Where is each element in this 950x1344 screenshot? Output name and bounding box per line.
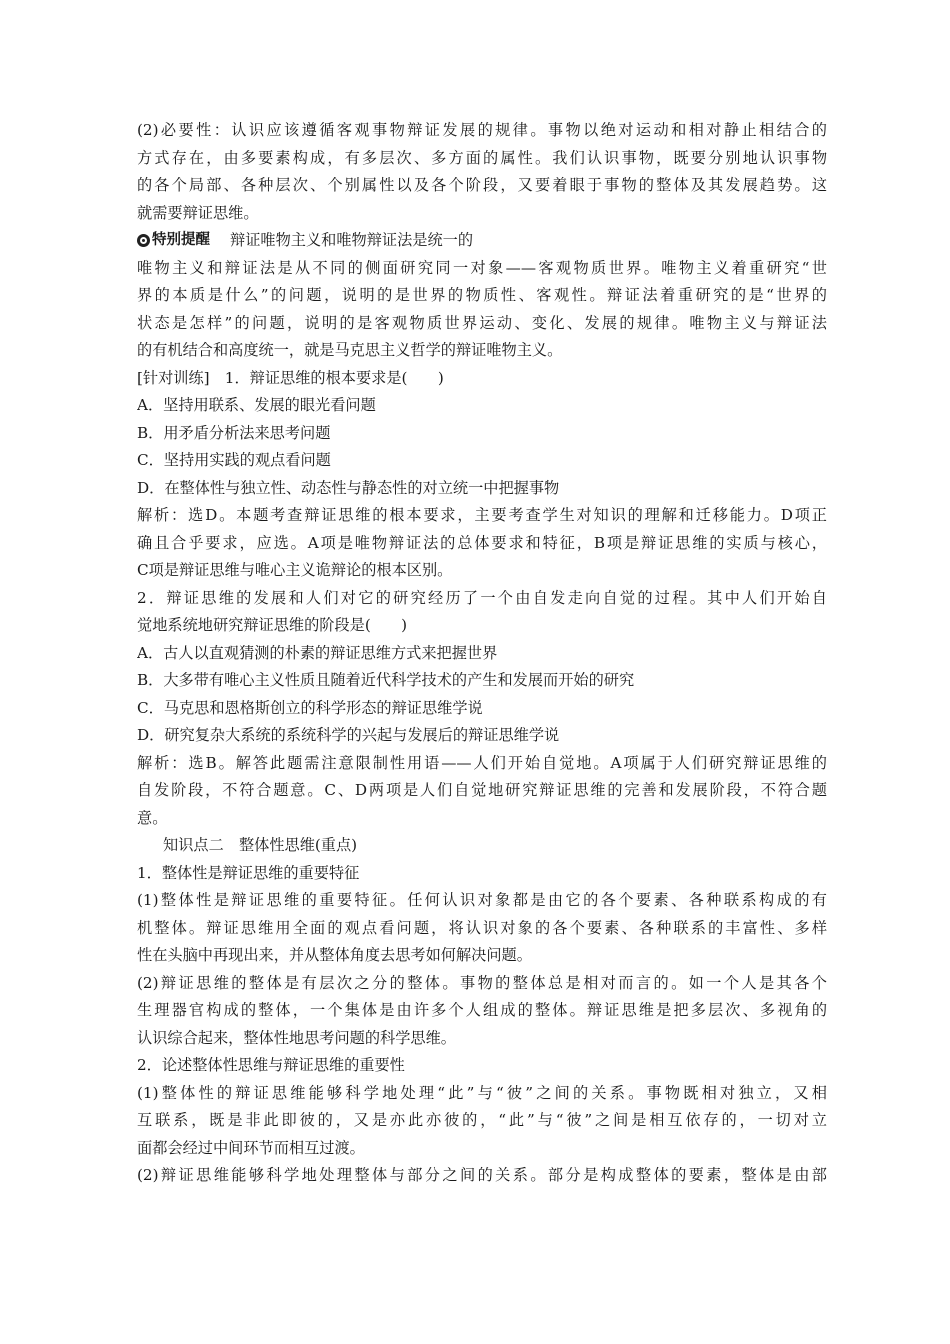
subheading: 2．论述整体性思维与辩证思维的重要性 [137, 1056, 405, 1074]
text-line: 唯物主义和辩证法是从不同的侧面研究同一对象——客观物质世界。唯物主义着重研究“世 [137, 258, 827, 277]
text-line: 状态是怎样”的问题，说明的是客观物质世界运动、变化、发展的规律。唯物主义与辩证法 [137, 313, 827, 332]
text-line: 方式存在，由多要素构成，有多层次、多方面的属性。我们认识事物，既要分别地认识事物 [137, 148, 827, 167]
question-stem: [针对训练] 1．辩证思维的根本要求是( ) [137, 368, 444, 387]
text-line: 界的本质是什么”的问题，说明的是世界的物质性、客观性。辩证法着重研究的是“世界的 [137, 286, 827, 304]
option-d: D．在整体性与独立性、动态性与静态性的对立统一中把握事物 [137, 478, 560, 497]
text-line: 认识综合起来，整体性地思考问题的科学思维。 [137, 1028, 456, 1047]
tip-header [137, 227, 827, 255]
text-line: 面都会经过中间环节而相互过渡。 [137, 1138, 365, 1157]
option-b: B．用矛盾分析法来思考问题 [137, 423, 331, 442]
text-line: (2)辩证思维能够科学地处理整体与部分之间的关系。部分是构成整体的要素，整体是由部 [137, 1166, 827, 1184]
bullseye-icon [137, 234, 150, 247]
document-body [137, 117, 827, 1190]
question-stem: 觉地系统地研究辩证思维的阶段是( ) [137, 616, 408, 634]
option-a: A．坚持用联系、发展的眼光看问题 [137, 396, 376, 414]
section-heading: 知识点二 整体性思维(重点) [163, 836, 358, 854]
text-line: (1)整体性是辩证思维的重要特征。任何认识对象都是由它的各个要素、各种联系构成的有 [137, 891, 827, 909]
special-tip [137, 227, 827, 365]
tip-badge [137, 227, 210, 255]
text-line: 就需要辩证思维。 [137, 203, 259, 222]
text-line: (2)必要性：认识应该遵循客观事物辩证发展的规律。事物以绝对运动和相对静止相结合的 [137, 121, 827, 139]
subheading: 1．整体性是辩证思维的重要特征 [137, 863, 360, 882]
necessity-paragraph [137, 117, 827, 227]
analysis-line: C项是辩证思维与唯心主义诡辩论的根本区别。 [137, 561, 453, 579]
question-stem: 2．辩证思维的发展和人们对它的研究经历了一个由自发走向自觉的过程。其中人们开始自 [137, 588, 827, 607]
option-a: A．古人以直观猜测的朴素的辩证思维方式来把握世界 [137, 643, 498, 662]
knowledge-point-2 [137, 832, 827, 1190]
text-line: 的各个局部、各种层次、个别属性以及各个阶段，又要着眼于事物的整体及其发展趋势。这 [137, 176, 827, 194]
practice-question-2 [137, 585, 827, 833]
text-line: 性在头脑中再现出来，并从整体角度去思考如何解决问题。 [137, 946, 532, 964]
tip-title: 辩证唯物主义和唯物辩证法是统一的 [230, 231, 473, 249]
analysis-line: 解析：选B。解答此题需注意限制性用语——人们开始自觉地。A项属于人们研究辩证思维的 [137, 753, 827, 772]
analysis-line: 确且合乎要求，应选。A项是唯物辩证法的总体要求和特征，B项是辩证思维的实质与核心， [137, 533, 827, 552]
text-line: 互联系，既是非此即彼的，又是亦此亦彼的，“此”与“彼”之间是相互依存的，一切对立 [137, 1111, 827, 1129]
text-line: (2)辩证思维的整体是有层次之分的整体。事物的整体总是相对而言的。如一个人是其各个 [137, 973, 827, 992]
option-b: B．大多带有唯心主义性质且随着近代科学技术的产生和发展而开始的研究 [137, 671, 635, 689]
text-line: (1)整体性的辩证思维能够科学地处理“此”与“彼”之间的关系。事物既相对独立，又相 [137, 1083, 827, 1102]
option-d: D．研究复杂大系统的系统科学的兴起与发展后的辩证思维学说 [137, 726, 560, 744]
analysis-line: 自发阶段，不符合题意。C、D两项是人们自觉地研究辩证思维的完善和发展阶段，不符合题 [137, 781, 827, 799]
option-c: C．坚持用实践的观点看问题 [137, 451, 331, 469]
tip-badge-label: 特别提醒 [152, 232, 210, 248]
analysis-line: 解析：选D。本题考查辩证思维的根本要求，主要考查学生对知识的理解和迁移能力。D项正 [137, 506, 827, 524]
text-line: 机整体。辩证思维用全面的观点看问题，将认识对象的各个要素、各种联系的丰富性、多样 [137, 918, 827, 937]
option-c: C．马克思和恩格斯创立的科学形态的辩证思维学说 [137, 698, 483, 717]
practice-question-1 [137, 365, 827, 585]
text-line: 生理器官构成的整体，一个集体是由许多个人组成的整体。辩证思维是把多层次、多视角的 [137, 1001, 827, 1019]
analysis-line: 意。 [137, 808, 168, 827]
text-line: 的有机结合和高度统一，就是马克思主义哲学的辩证唯物主义。 [137, 341, 563, 359]
